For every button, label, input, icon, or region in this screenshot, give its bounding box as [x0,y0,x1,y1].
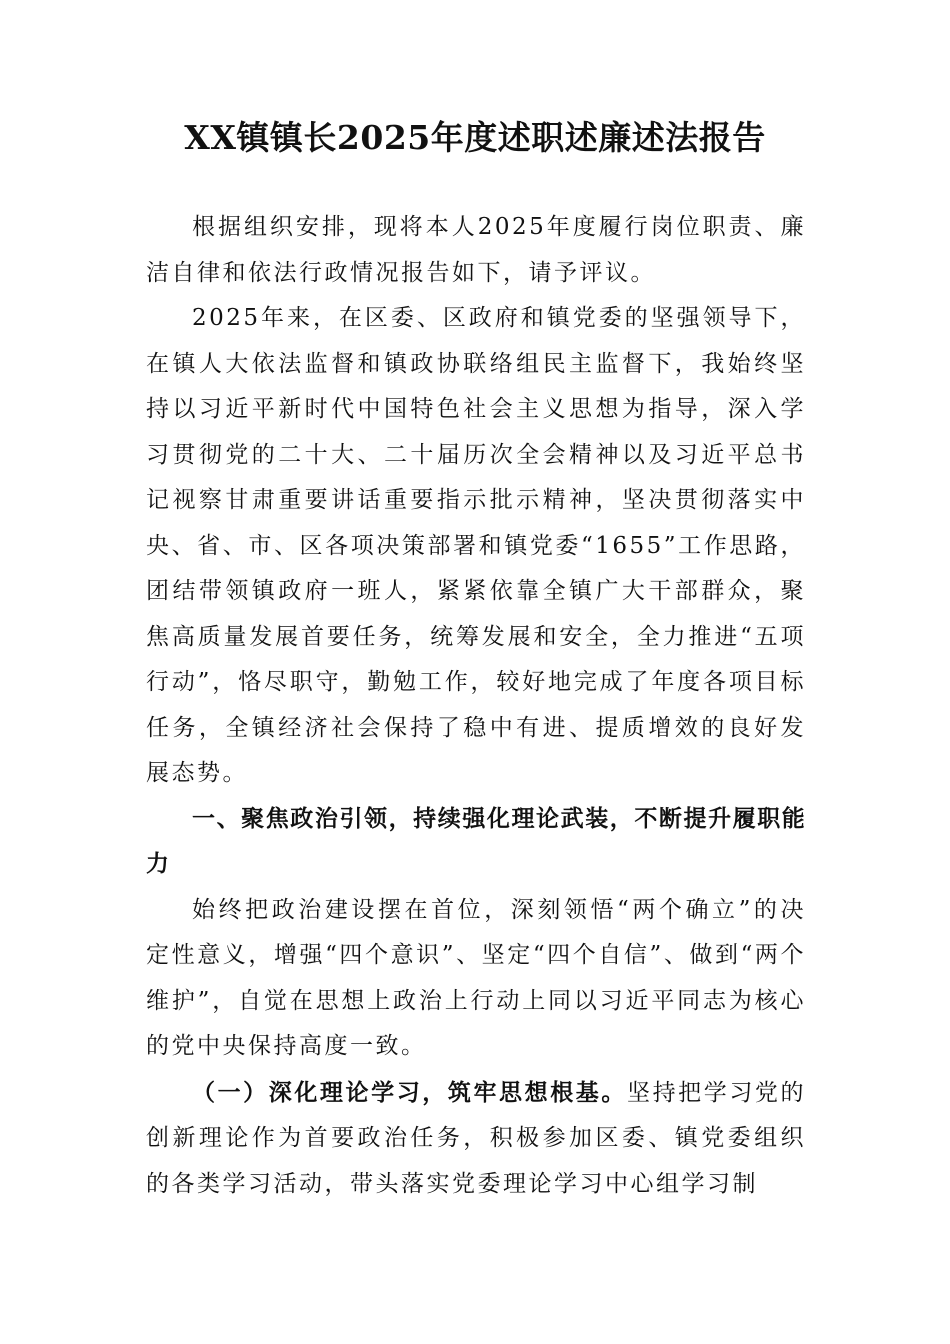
subsection-1-paragraph [146,1070,806,1208]
section-heading-1: 一、聚焦政治引领，持续强化理论武装，不断提升履职能力 [146,805,806,877]
document-title: XX镇镇长2025年度述职述廉述法报告 [184,118,766,157]
paragraph-intro: 根据组织安排，现将本人2025年度履行岗位职责、廉洁自律和依法行政情况报告如下，请予评议。 [146,214,806,286]
section-1-intro: 始终把政治建设摆在首位，深刻领悟“两个确立”的决定性意义，增强“四个意识”、坚定“四个自信”、做到“两个维护”，自觉在思想上政治上行动上同以习近平同志为核心的党中央保持高度一致。 [146,896,806,1059]
document-body [146,205,806,1207]
paragraph-overview: 2025年来，在区委、区政府和镇党委的坚强领导下，在镇人大依法监督和镇政协联络组民主监督下，我始终坚持以习近平新时代中国特色社会主义思想为指导，深入学习贯彻党的二十大、二十届历次全会精神以及习近平总书记视察甘肃重要讲话重要指示批示精神，坚决贯彻落实中央、省、市、区各项决策部署和镇党委“1655”工作思路，团结带领镇政府一班人，紧紧依靠全镇广大干部群众，聚焦高质量发展首要任务，统筹发展和安全，全力推进“五项行动”，恪尽职守，勤勉工作，较好地完成了年度各项目标任务，全镇经济社会保持了稳中有进、提质增效的良好发展态势。 [146,305,806,786]
subsection-1-lead: （一）深化理论学习，筑牢思想根基。 [192,1078,627,1106]
subsection-1-text: 坚持把学习党的创新理论作为首要政治任务，积极参加区委、镇党委组织的各类学习活动，带头落实党委理论学习中心组学习制 [146,1079,807,1197]
